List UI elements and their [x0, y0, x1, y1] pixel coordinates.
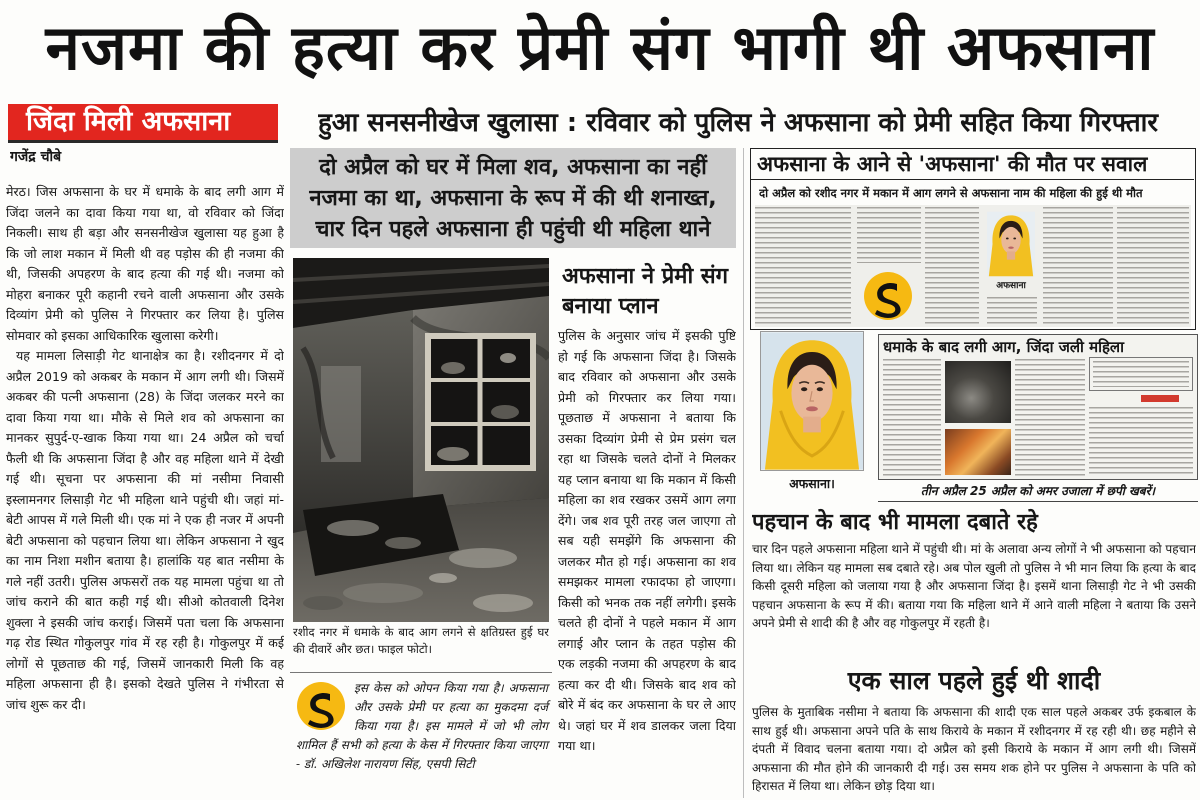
- clipping-text-block: [755, 207, 851, 325]
- clipping-text-block: [1015, 359, 1085, 477]
- clipping-fire-scene-photo: [945, 429, 1011, 475]
- clipping-text-block: [1089, 407, 1193, 477]
- clipping-text-block: [857, 207, 921, 263]
- deck-box: [290, 148, 736, 248]
- clipping-text-block: [1043, 207, 1113, 325]
- section-body: पुलिस के मुताबिक नसीमा ने बताया कि अफसाना की शादी एक साल पहले अकबर उर्फ इकबाल के साथ हुई थी। अफसाना अपने पति के साथ किराये के मकान में रशीदनगर में रह रही थी। छह महीने से दंपती में विवाद चलना बताया गया। दो अप्रैल को इसी किराये के मकान में आग लगी थी। जिसमें अफसाना की मौत होने की जानकारी दी गई। उस समय शक होने पर पुलिस ने अफसाना के पति को हिरासत में लिया था। लेकिन छोड़ दिया था।: [752, 705, 1196, 793]
- clipping-red-marker: [1141, 395, 1179, 402]
- quote-box: [290, 672, 552, 796]
- burnt-shelf: [428, 336, 533, 468]
- quote-text: इस केस को ओपन किया गया है। अफसाना और उसके प्रेमी पर हत्या का मुकदमा दर्ज किया गया है। इस मामले में जो भी लोग शामिल हैं सभी को हत्या के केस में गिरफ्तार किया जाएगा - डॉ. अखिलेश नारायण सिंह, एसपी सिटी: [296, 681, 548, 771]
- column-divider: [743, 148, 744, 798]
- section-body: चार दिन पहले अफसाना महिला थाने में पहुंची थी। मां के अलावा अन्य लोगों ने भी अफसाना को पहचान लिया था। लेकिन यह मामला सब दबाते रहे। अब पोल खुली तो पुलिस ने भी मान लिया कि हत्या के बाद किसी दूसरी महिला को जलाया गया है और अफसाना जिंदा है। इसमें थाना लिसाड़ी गेट ने भी उसकी पहचान अफसाना के रूप में की। बताया गया कि महिला थाने में आने वाली महिला ने बताया कि उसने अपने प्रेमी से शादी की है और वह गोकुलपुर में रहती है।: [752, 542, 1196, 630]
- afsana-portrait-photo: [760, 331, 864, 471]
- burnt-floor-debris: [293, 494, 549, 622]
- newspaper-logo: [296, 681, 346, 731]
- clipping-text-block: [987, 297, 1037, 325]
- related-news-heading: अफसाना के आने से 'अफसाना' की मौत पर सवाल: [751, 149, 1194, 180]
- byline: गजेंद्र चौबे: [10, 149, 62, 165]
- related-news-box: [750, 148, 1196, 330]
- photo-caption: रशीद नगर में धमाके के बाद आग लगने से क्षतिग्रस्त हुई घर की दीवारें और छत। फाइल फोटो।: [293, 625, 549, 656]
- clipping-boxed-blurb: [1089, 357, 1193, 391]
- newspaper-logo: [863, 271, 913, 321]
- deck-line: दो अप्रैल को घर में मिला शव, अफसाना का नहीं: [319, 155, 707, 180]
- clipping-text-block: [1093, 361, 1189, 387]
- section-label: जिंदा मिली अफसाना: [8, 104, 278, 140]
- newspaper-clipping-fire-report: [878, 334, 1198, 480]
- deck-line: नजमा का था, अफसाना के रूप में की थी शनाख्त,: [309, 186, 717, 211]
- related-news-subline: दो अप्रैल को रशीद नगर में मकान में आग लगने से अफसाना नाम की महिला की हुई थी मौत: [759, 186, 1143, 200]
- newspaper-clipping: [755, 205, 1191, 327]
- clipping-caption: तीन अप्रैल 25 अप्रैल को अमर उजाला में छपी खबरें।: [878, 482, 1198, 502]
- middle-article-body: पुलिस के अनुसार जांच में इसकी पुष्टि हो गई कि अफसाना जिंदा है। जिसके बाद रविवार को अफसाना और उसके प्रेमी को गिरफ्तार कर लिया गया। पूछताछ में अफसाना ने बताया कि उसका दिव्यांग प्रेमी से प्रेम प्रसंग चल रहा था जिसके चलते दोनों ने मिलकर यह प्लान बनाया था कि मकान में किसी महिला का शव रखकर उसमें आग लगा देंगे। जब शव पूरी तरह जल जाएगा तो सब यही समझेंगे कि अफसाना की जलकर मौत हो गई। अफसाना का शव समझकर मामला रफादफा हो जाएगा। किसी को भनक तक नहीं लगेगी। इसके चलते ही दोनों ने पहले मकान में आग लगाई और प्लान के तहत पड़ोस की एक लड़की नजमा की अपहरण के बाद हत्या कर दी थी। जिसके बाद शव को बोरे में बंद कर अफसाना के घर ले आए थे। जहां घर में शव डालकर जला दिया गया था।: [558, 328, 736, 753]
- burnt-house-photo: [293, 258, 549, 622]
- portrait-caption: अफसाना।: [789, 476, 835, 491]
- clipping-headline: धमाके के बाद लगी आग, जिंदा जली महिला: [883, 338, 1124, 356]
- clipping-thumbnail-caption: अफसाना: [996, 281, 1026, 291]
- clipping-portrait-thumbnail: [987, 211, 1035, 277]
- clipping-text-block: [883, 359, 941, 477]
- main-headline: नजमा की हत्या कर प्रेमी संग भागी थी अफसाना: [45, 11, 1155, 84]
- left-article-body: [6, 182, 284, 796]
- middle-article-heading: अफसाना ने प्रेमी संग बनाया प्लान: [562, 264, 729, 319]
- section-heading: पहचान के बाद भी मामला दबाते रहे: [752, 510, 1038, 535]
- section-heading: एक साल पहले हुई थी शादी: [847, 666, 1101, 695]
- subheadline: हुआ सनसनीखेज खुलासा : रविवार को पुलिस ने अफसाना को प्रेमी सहित किया गिरफ्तार: [318, 108, 1159, 138]
- article-paragraph: मेरठ। जिस अफसाना के घर में धमाके के बाद लगी आग में जिंदा जलने का दावा किया गया था, वो रविवार को जिंदा निकली। साथ ही बड़ा और सनसनीखेज खुलासा यह हुआ है कि जो लाश मकान में मिली थी वह पड़ोस की ही नजमा की थी, जिसकी अपहरण के बाद हत्या की गई थी। नजमा को मोहरा बनाकर पूरी कहानी रचने वाली अफसाना और उसके दिव्यांग प्रेमी को पुलिस ने गिरफ्तार कर लिया है। पुलिस सोमवार को इसका आधिकारिक खुलासा करेगी।: [6, 184, 284, 343]
- clipping-text-block: [1117, 207, 1189, 325]
- clipping-burnt-room-photo: [945, 361, 1011, 423]
- deck-line: चार दिन पहले अफसाना ही पहुंची थी महिला थाने: [315, 217, 711, 242]
- clipping-text-block: [925, 207, 979, 325]
- article-paragraph: यह मामला लिसाड़ी गेट थानाक्षेत्र का है। रशीदनगर में दो अप्रैल 2019 को अकबर के मकान में आग लगी थी। जिसमें अकबर की पत्नी अफसाना (28) के जिंदा जलकर मरने का दावा किया गया था। मौके से मिले शव को अफसाना का मानकर सुपुर्द-ए-खाक किया गया था। 24 अप्रैल को चर्चा फैली थी कि अफसाना जिंदा है और वह महिला थाने में देखी गई थी। सूचना पर अफसाना की मां नसीमा निवासी इस्लामनगर लिसाड़ी गेट भी महिला थाने पहुंची थी। जहां मां-बेटी आपस में गले मिली थी। एक मां ने एक ही नजर में अपनी बेटी अफसाना को पहचान लिया था। लेकिन अफसाना ने खुद का नाम निशा मशीन बताया है। हालांकि यह बात नसीमा के गले नहीं उतरी। पुलिस अफसरों तक यह मामला पहुंचा था तो जांच कराने की बात कही गई थी। सीओ कोतवाली दिनेश शुक्ला ने इसकी जांच कराई। जिसमें पता चला कि अफसाना गढ़ रोड स्थित गोकुलपुर गांव में रह रही है। गोकुलपुर में कई लोगों से पूछताछ की गई, जिसमें जानकारी मिली कि वह महिला अफसाना ही है। इसको देखते पुलिस ने गंभीरता से जांच शुरू कर दी।: [6, 348, 284, 712]
